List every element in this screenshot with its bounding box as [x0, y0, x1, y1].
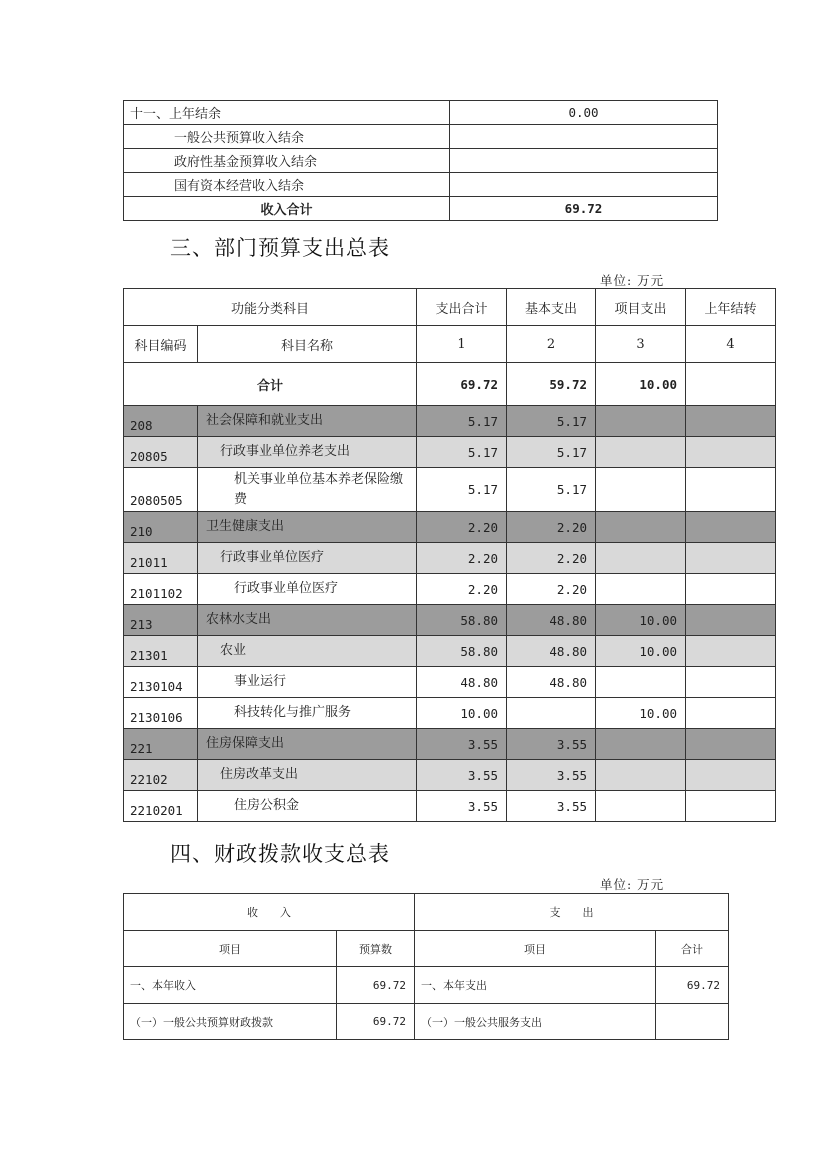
subject-name: 行政事业单位养老支出: [198, 437, 417, 468]
amount-cell: 5.17: [507, 437, 596, 468]
amount-cell: [686, 760, 776, 791]
amount-cell: 48.80: [417, 667, 507, 698]
income-header: 收 入: [124, 894, 415, 931]
total-header: 合计: [656, 931, 729, 967]
subject-name: 社会保障和就业支出: [198, 406, 417, 437]
table-row: [124, 636, 776, 667]
subject-code: 22102: [124, 760, 198, 791]
amount-cell: 2.20: [417, 574, 507, 605]
col-header: 支出合计: [417, 289, 507, 326]
table-row: [124, 437, 776, 468]
row-label: 政府性基金预算收入结余: [124, 149, 450, 173]
amount-cell: 3.55: [417, 760, 507, 791]
total-label: 收入合计: [124, 197, 450, 221]
amount-cell: 5.17: [417, 468, 507, 512]
amount-cell: 3.55: [417, 729, 507, 760]
section4-title: 四、财政拨款收支总表: [170, 842, 390, 866]
amount-cell: [596, 512, 686, 543]
subject-name: 行政事业单位医疗: [198, 543, 417, 574]
table-row: [124, 729, 776, 760]
amount-cell: 3.55: [417, 791, 507, 822]
income-value: 69.72: [337, 967, 415, 1004]
amount-cell: 10.00: [596, 605, 686, 636]
amount-cell: [596, 729, 686, 760]
table-row: [124, 967, 729, 1004]
subject-code: 20805: [124, 437, 198, 468]
expense-value: 69.72: [656, 967, 729, 1004]
subject-name: 卫生健康支出: [198, 512, 417, 543]
col-number: 3: [596, 326, 686, 363]
amount-cell: 5.17: [507, 468, 596, 512]
col-number: 4: [686, 326, 776, 363]
subject-code: 213: [124, 605, 198, 636]
amount-cell: [596, 543, 686, 574]
table-row: [124, 667, 776, 698]
amount-cell: 48.80: [507, 605, 596, 636]
amount-cell: 10.00: [596, 698, 686, 729]
subject-code: 21011: [124, 543, 198, 574]
amount-cell: 5.17: [417, 406, 507, 437]
table-row: [124, 406, 776, 437]
col-number: 2: [507, 326, 596, 363]
income-value: 69.72: [337, 1004, 415, 1040]
total-label: 合计: [124, 363, 417, 406]
amount-cell: [686, 543, 776, 574]
amount-cell: 5.17: [417, 437, 507, 468]
expense-value: [656, 1004, 729, 1040]
table-row: [124, 468, 776, 512]
subject-name: 住房改革支出: [198, 760, 417, 791]
amount-cell: [686, 605, 776, 636]
subject-code: 2101102: [124, 574, 198, 605]
amount-cell: [686, 406, 776, 437]
amount-cell: 10.00: [417, 698, 507, 729]
amount-cell: 2.20: [507, 512, 596, 543]
subject-name: 行政事业单位医疗: [198, 574, 417, 605]
subject-name: 住房公积金: [198, 791, 417, 822]
row-label: 十一、上年结余: [124, 101, 450, 125]
table-row: [124, 512, 776, 543]
row-value: [450, 149, 718, 173]
amount-cell: [596, 406, 686, 437]
subject-code: 2210201: [124, 791, 198, 822]
expense-item: （一）一般公共服务支出: [415, 1004, 656, 1040]
amount-cell: 3.55: [507, 729, 596, 760]
amount-cell: 58.80: [417, 636, 507, 667]
total-row: [124, 363, 776, 406]
budget-header: 预算数: [337, 931, 415, 967]
section3-title: 三、部门预算支出总表: [170, 236, 390, 260]
subject-code: 210: [124, 512, 198, 543]
subject-code: 2080505: [124, 468, 198, 512]
name-header: 科目名称: [198, 326, 417, 363]
item-header: 项目: [124, 931, 337, 967]
row-value: 0.00: [450, 101, 718, 125]
item-header: 项目: [415, 931, 656, 967]
row-label: 一般公共预算收入结余: [124, 125, 450, 149]
amount-cell: 5.17: [507, 406, 596, 437]
amount-cell: [686, 667, 776, 698]
amount-cell: [686, 574, 776, 605]
total-value: [686, 363, 776, 406]
amount-cell: 2.20: [507, 574, 596, 605]
amount-cell: [596, 468, 686, 512]
table-row: [124, 574, 776, 605]
amount-cell: 10.00: [596, 636, 686, 667]
amount-cell: [596, 574, 686, 605]
table-row: [124, 605, 776, 636]
income-item: （一）一般公共预算财政拨款: [124, 1004, 337, 1040]
table-row: [124, 101, 718, 125]
carryover-table: [123, 100, 718, 221]
col-header: 上年结转: [686, 289, 776, 326]
amount-cell: [596, 760, 686, 791]
amount-cell: [686, 698, 776, 729]
amount-cell: [686, 437, 776, 468]
total-value: 69.72: [417, 363, 507, 406]
table-row: [124, 1004, 729, 1040]
expenditure-table: [123, 288, 776, 822]
table-row: [124, 698, 776, 729]
income-item: 一、本年收入: [124, 967, 337, 1004]
code-header: 科目编码: [124, 326, 198, 363]
table-row: [124, 543, 776, 574]
header-row: [124, 894, 729, 931]
col-header: 项目支出: [596, 289, 686, 326]
amount-cell: [686, 636, 776, 667]
table-row: [124, 760, 776, 791]
subject-code: 2130104: [124, 667, 198, 698]
total-value: 10.00: [596, 363, 686, 406]
amount-cell: [686, 791, 776, 822]
table-row: [124, 149, 718, 173]
amount-cell: 2.20: [417, 512, 507, 543]
total-value: 69.72: [450, 197, 718, 221]
total-value: 59.72: [507, 363, 596, 406]
category-header: 功能分类科目: [124, 289, 417, 326]
amount-cell: [686, 512, 776, 543]
subject-name: 农林水支出: [198, 605, 417, 636]
row-value: [450, 173, 718, 197]
table-row: [124, 125, 718, 149]
subject-name: 机关事业单位基本养老保险缴费: [198, 468, 417, 512]
row-value: [450, 125, 718, 149]
amount-cell: 48.80: [507, 667, 596, 698]
amount-cell: 58.80: [417, 605, 507, 636]
amount-cell: [596, 667, 686, 698]
total-row: [124, 197, 718, 221]
amount-cell: [596, 437, 686, 468]
subject-code: 221: [124, 729, 198, 760]
fiscal-appropriation-table: [123, 893, 729, 1040]
row-label: 国有资本经营收入结余: [124, 173, 450, 197]
amount-cell: 48.80: [507, 636, 596, 667]
col-number: 1: [417, 326, 507, 363]
table-row: [124, 173, 718, 197]
amount-cell: [507, 698, 596, 729]
subject-name: 事业运行: [198, 667, 417, 698]
amount-cell: 3.55: [507, 760, 596, 791]
table-row: [124, 791, 776, 822]
amount-cell: 3.55: [507, 791, 596, 822]
subject-name: 农业: [198, 636, 417, 667]
subject-name: 科技转化与推广服务: [198, 698, 417, 729]
amount-cell: [686, 729, 776, 760]
subject-code: 21301: [124, 636, 198, 667]
header-row: [124, 931, 729, 967]
amount-cell: [686, 468, 776, 512]
header-row: [124, 289, 776, 326]
section3-unit: 单位: 万元: [600, 273, 665, 288]
section4-unit: 单位: 万元: [600, 877, 665, 892]
expense-item: 一、本年支出: [415, 967, 656, 1004]
header-row: [124, 326, 776, 363]
col-header: 基本支出: [507, 289, 596, 326]
subject-name: 住房保障支出: [198, 729, 417, 760]
amount-cell: [596, 791, 686, 822]
expense-header: 支 出: [415, 894, 729, 931]
subject-code: 208: [124, 406, 198, 437]
amount-cell: 2.20: [507, 543, 596, 574]
amount-cell: 2.20: [417, 543, 507, 574]
subject-code: 2130106: [124, 698, 198, 729]
